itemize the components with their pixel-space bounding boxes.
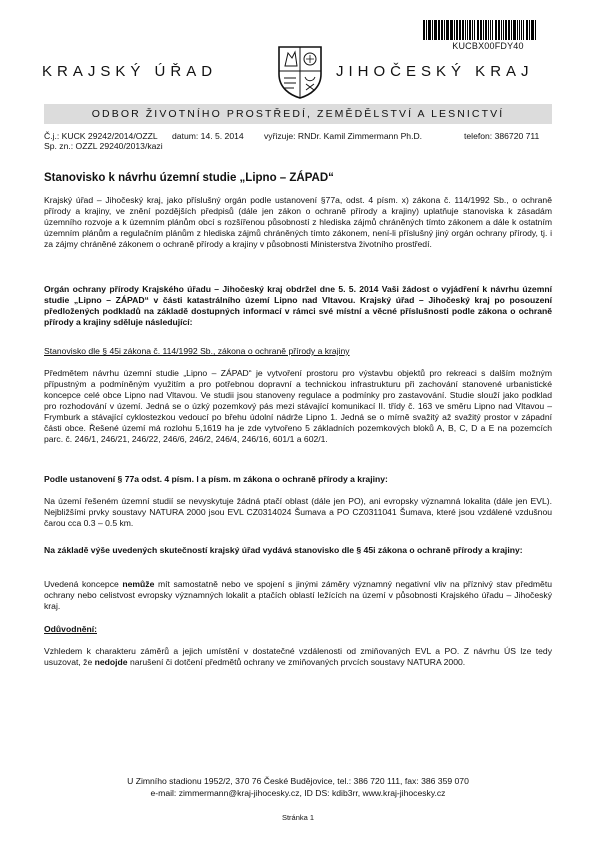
barcode-stripe — [462, 20, 464, 40]
barcode-stripe — [483, 20, 484, 40]
barcode-stripe — [450, 20, 453, 40]
barcode-stripe — [535, 20, 536, 40]
barcode-stripe — [523, 20, 525, 40]
barcode-stripe — [441, 20, 443, 40]
barcode-stripe — [505, 20, 508, 40]
barcode-stripe — [444, 20, 445, 40]
section-heading-statement: Na základě výše uvedených skutečností krajský úřad vydává stanovisko dle § 45i zákona o ochraně přírody a krajiny: — [44, 545, 523, 555]
barcode-stripe — [477, 20, 478, 40]
barcode-stripe — [508, 20, 510, 40]
barcode-stripe — [485, 20, 488, 40]
section-heading-45i: Stanovisko dle § 45i zákona č. 114/1992 Sb., zákona o ochraně přírody a krajiny — [44, 346, 350, 356]
barcode-stripe — [472, 20, 473, 40]
barcode-stripe — [429, 20, 431, 40]
barcode-stripe — [513, 20, 514, 40]
barcode-stripe — [459, 20, 461, 40]
barcode-stripe — [526, 20, 529, 40]
barcode-stripe — [511, 20, 512, 40]
barcode-stripe — [492, 20, 494, 40]
barcode — [423, 20, 553, 40]
barcode-stripe — [456, 20, 457, 40]
barcode-stripe — [428, 20, 429, 40]
barcode-stripe — [423, 20, 425, 40]
document-title: Stanovisko k návrhu územní studie „Lipno – ZÁPAD“ — [44, 172, 334, 184]
barcode-stripe — [490, 20, 491, 40]
justification-text-2: narušení či dotčení předmětů ochrany ve zmiňovaných prvcích soustavy NATURA 2000. — [127, 657, 466, 667]
barcode-stripe — [480, 20, 482, 40]
section-heading-justification: Odůvodnění: — [44, 624, 97, 634]
footer-address: U Zimního stadionu 1952/2, 370 76 České Budějovice, tel.: 386 720 111, fax: 386 359 070 — [127, 776, 469, 786]
barcode-stripe — [521, 20, 522, 40]
reference-handler: vyřizuje: RNDr. Kamil Zimmermann Ph.D. — [264, 131, 423, 141]
barcode-stripe — [447, 20, 449, 40]
barcode-stripe — [503, 20, 504, 40]
barcode-stripe — [517, 20, 518, 40]
barcode-stripe — [467, 20, 468, 40]
barcode-stripe — [457, 20, 458, 40]
barcode-stripe — [439, 20, 440, 40]
statement-emphasis: nemůže — [122, 579, 155, 589]
barcode-stripe — [495, 20, 496, 40]
paragraph-statement — [44, 579, 552, 612]
barcode-stripe — [488, 20, 489, 40]
section-heading-77a: Podle ustanovení § 77a odst. 4 písm. l a písm. m zákona o ochraně přírody a krajiny: — [44, 474, 388, 484]
barcode-stripe — [426, 20, 427, 40]
header-region: JIHOČESKÝ KRAJ — [336, 63, 534, 80]
statement-text-2: mít samostatně nebo ve spojení s jinými záměry významný negativní vliv na příznivý stav předmětu ochrany nebo celistvost evropsky významných lokalit a ptačích oblastí ležících na území v působnosti Krajského úřadu – Jihočeský kraj. — [44, 579, 552, 611]
footer-contact: e-mail: zimmermann@kraj-jihocesky.cz, ID DS: kdib3rr, www.kraj-jihocesky.cz — [150, 788, 446, 798]
barcode-stripe — [532, 20, 534, 40]
barcode-stripe — [465, 20, 466, 40]
barcode-stripe — [474, 20, 476, 40]
barcode-stripe — [438, 20, 439, 40]
department-bar: ODBOR ŽIVOTNÍHO PROSTŘEDÍ, ZEMĚDĚLSTVÍ A LESNICTVÍ — [44, 104, 552, 124]
barcode-stripe — [454, 20, 455, 40]
justification-text-1: Vzhledem k charakteru záměrů a jejich umístění v dostatečné vzdálenosti od zmiňovaných EVL a PO. Z návrhu ÚS lze tedy usuzovat, že — [44, 646, 552, 667]
paragraph-request: Orgán ochrany přírody Krajského úřadu – Jihočeský kraj obdržel dne 5. 5. 2014 Vaši žádost o vyjádření k návrhu územní studie „Lipno – ZÁPAD“ v části katastrálního území Lipno nad Vltavou. Krajský úřad – Jihočeský kraj po posouzení předložených podkladů na základě dostupných informací v rámci své místní a věcné příslušnosti podle zákona o ochraně přírody a krajiny sděluje následující: — [44, 284, 552, 327]
justification-emphasis: nedojde — [94, 657, 128, 667]
barcode-stripe — [432, 20, 433, 40]
barcode-stripe — [529, 20, 530, 40]
reference-phone: telefon: 386720 711 — [464, 131, 540, 141]
barcode-stripe — [498, 20, 500, 40]
barcode-stripe — [501, 20, 502, 40]
statement-text-1: Uvedená koncepce — [44, 579, 123, 589]
paragraph-competence: Krajský úřad – Jihočeský kraj, jako příslušný orgán podle ustanovení §77a, odst. 4 písm. x) zákona č. 114/1992 Sb., o ochraně přírody a krajiny, ve znění pozdějších předpisů (dále jen zákon o ochraně přírody a krajiny) uplatňuje stanoviska k zásadám územního rozvoje a k územním plánům obcí s rozšířenou působností z hlediska zájmů chráněných tímto zákonem a dále k ostatním územním plánům a regulačním plánům z hlediska zájmů chráněných tímto zákonem, není-li příslušný jiný orgán ochrany přírody, tj. i za zájmy chráněné zákonem o ochraně přírody a krajiny v působnosti Ministerstva životního prostředí. — [44, 195, 552, 249]
file-number: Sp. zn.: OZZL 29240/2013/kazi — [44, 141, 163, 151]
barcode-stripe — [531, 20, 532, 40]
barcode-code: KUCBX00FDY40 — [452, 41, 524, 51]
paragraph-natura: Na území řešeném územní studií se nevyskytuje žádná ptačí oblast (dále jen PO), ani evropsky významná lokalita (dále jen EVL). Nejbližšími prvky soustavy NATURA 2000 jsou EVL CZ0314024 Šumava a PO CZ0311041 Šumava, které jsou vzdálené vzdušnou čarou cca 0.3 – 0.5 km. — [44, 496, 552, 528]
barcode-stripe — [514, 20, 516, 40]
barcode-stripe — [519, 20, 520, 40]
header-office: KRAJSKÝ ÚŘAD — [42, 63, 218, 80]
paragraph-subject: Předmětem návrhu územní studie „Lipno – ZÁPAD“ je vytvoření prostoru pro výstavbu objektů pro rekreaci s dalším možným přípustným a podmíněným využitím a pro potřebnou dopravní a technickou infrastrukturu při zachování stanovené urbanistické koncepce celé obce Lipno nad Vltavou. Ve studii jsou stanoveny regulace a podmínky pro zastavování. Studie slouží jako podklad pro rozhodování v území. Jedná se o úzký pozemkový pás mezi stávající komunikací II. třídy č. 163 ve směru Lipno nad Vltavou – Frymburk a stávající cyklostezkou vedoucí po břehu údolní nádrže Lipno 1. Jedná se o mírně svažitý až svažitý prostor v západní části obce. Řešené území má rozlohu 5,1619 ha je zde vytvořeno 5 základních pozemkových bloků A, B, C, D a E na pozemcích parc. č. 246/1, 246/21, 246/22, 246/6, 246/2, 246/4, 246/16, 601/1 a 602/1. — [44, 368, 552, 444]
reference-date: datum: 14. 5. 2014 — [172, 131, 244, 141]
barcode-stripe — [469, 20, 472, 40]
reference-number: Č.j.: KUCK 29242/2014/OZZL — [44, 131, 158, 141]
barcode-stripe — [478, 20, 479, 40]
barcode-stripe — [496, 20, 497, 40]
coat-of-arms-icon — [276, 44, 324, 100]
barcode-stripe — [434, 20, 437, 40]
page-number: Stránka 1 — [281, 813, 315, 822]
barcode-stripe — [446, 20, 447, 40]
paragraph-justification — [44, 646, 552, 668]
